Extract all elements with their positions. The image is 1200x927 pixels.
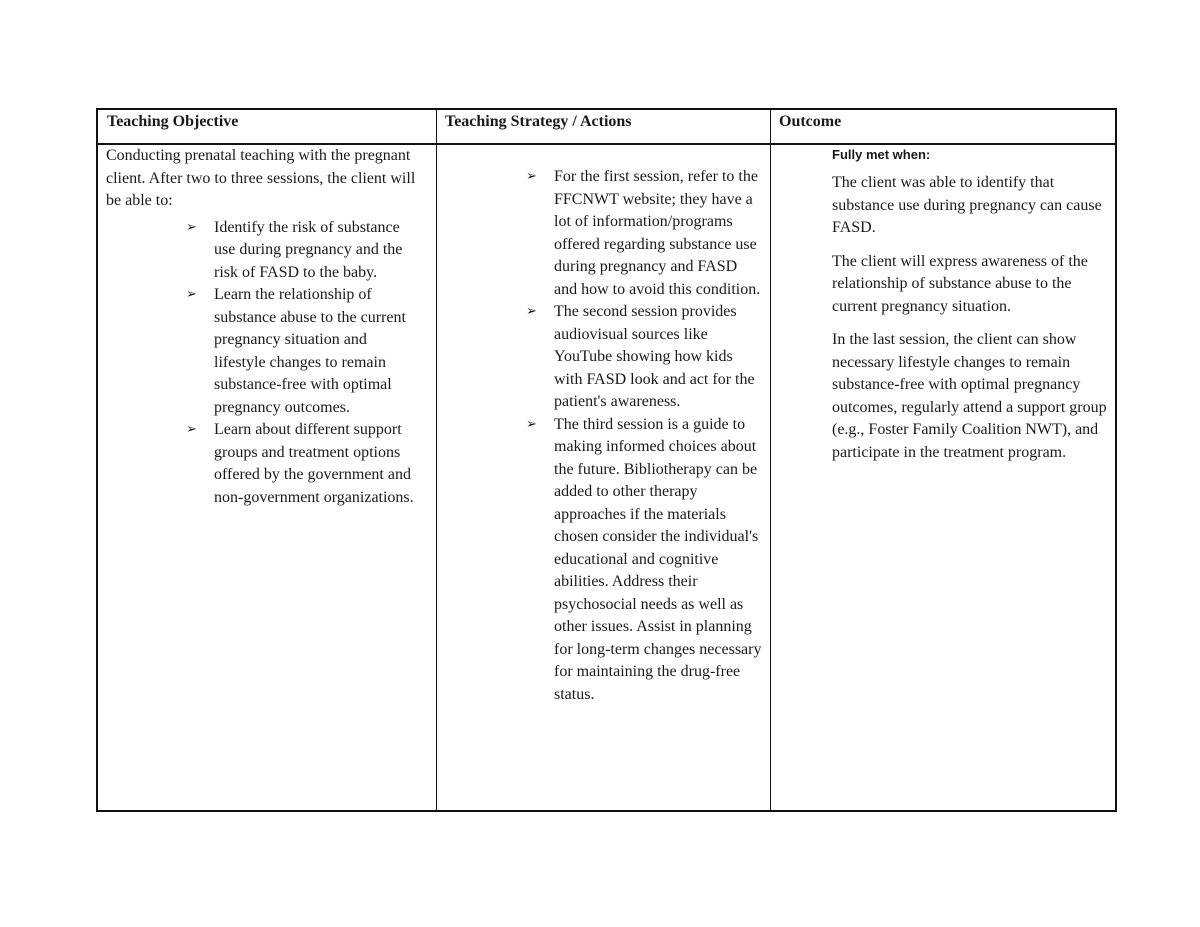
arrowhead-bullet-icon: ➢ [526,416,537,432]
column-divider [436,110,437,810]
objective-intro: Conducting prenatal teaching with the pregnant client. After two to three sessions, the client will be able to: [106,147,416,209]
list-item [186,284,422,419]
outcome-heading: Fully met when: [832,147,931,162]
objective-item-text: Learn the relationship of substance abuse to the current pregnancy situation and lifestyle changes to remain substance-free with optimal pregnancy outcomes. [214,286,406,416]
strategy-item-text: The second session provides audiovisual sources like YouTube showing how kids with FASD look and act for the patient's awareness. [554,303,755,410]
arrowhead-bullet-icon: ➢ [526,304,537,319]
header-teaching-strategy: Teaching Strategy / Actions [445,113,632,130]
objective-item-text: Learn about different support groups and treatment options offered by the government and non-government organizations. [214,421,414,506]
list-item [526,414,762,707]
list-item [526,166,762,301]
list-item [186,217,422,285]
header-outcome: Outcome [779,113,842,130]
outcome-cell [832,146,1112,475]
strategy-item-text: The third session is a guide to making informed choices about the future. Bibliotherapy can be added to other therapy approaches if the materials chosen consider the individual's educational and cognitive abilities. Address their psychosocial needs as well as other issues. Assist in planning for long-term changes necessary for maintaining the drug-free status. [554,415,762,703]
arrowhead-bullet-icon: ➢ [186,219,197,235]
table-header-row [98,110,1115,145]
strategy-cell [526,166,762,706]
outcome-paragraph: The client will express awareness of the relationship of substance abuse to the current pregnancy situation. [832,252,1088,315]
header-teaching-objective: Teaching Objective [107,113,239,130]
arrowhead-bullet-icon: ➢ [186,422,197,437]
arrowhead-bullet-icon: ➢ [526,169,537,184]
teaching-plan-table [96,108,1117,812]
objective-cell [106,145,432,509]
strategy-item-text: For the first session, refer to the FFCNWT website; they have a lot of information/programs offered regarding substance use during pregnancy and FASD and how to avoid this condition. [554,168,761,298]
outcome-paragraph: The client was able to identify that substance use during pregnancy can cause FASD. [832,174,1102,236]
outcome-paragraph: In the last session, the client can show necessary lifestyle changes to remain substance-free with optimal pregnancy outcomes, regularly attend a support group (e.g., Foster Family Coalition NWT), and participate in the treatment program. [832,331,1107,461]
list-item [186,419,422,509]
strategy-list [526,166,762,706]
objective-item-text: Identify the risk of substance use during pregnancy and the risk of FASD to the baby. [214,218,403,281]
arrowhead-bullet-icon: ➢ [186,287,197,302]
list-item [526,301,762,414]
objective-list [186,217,422,510]
column-divider [770,110,771,810]
